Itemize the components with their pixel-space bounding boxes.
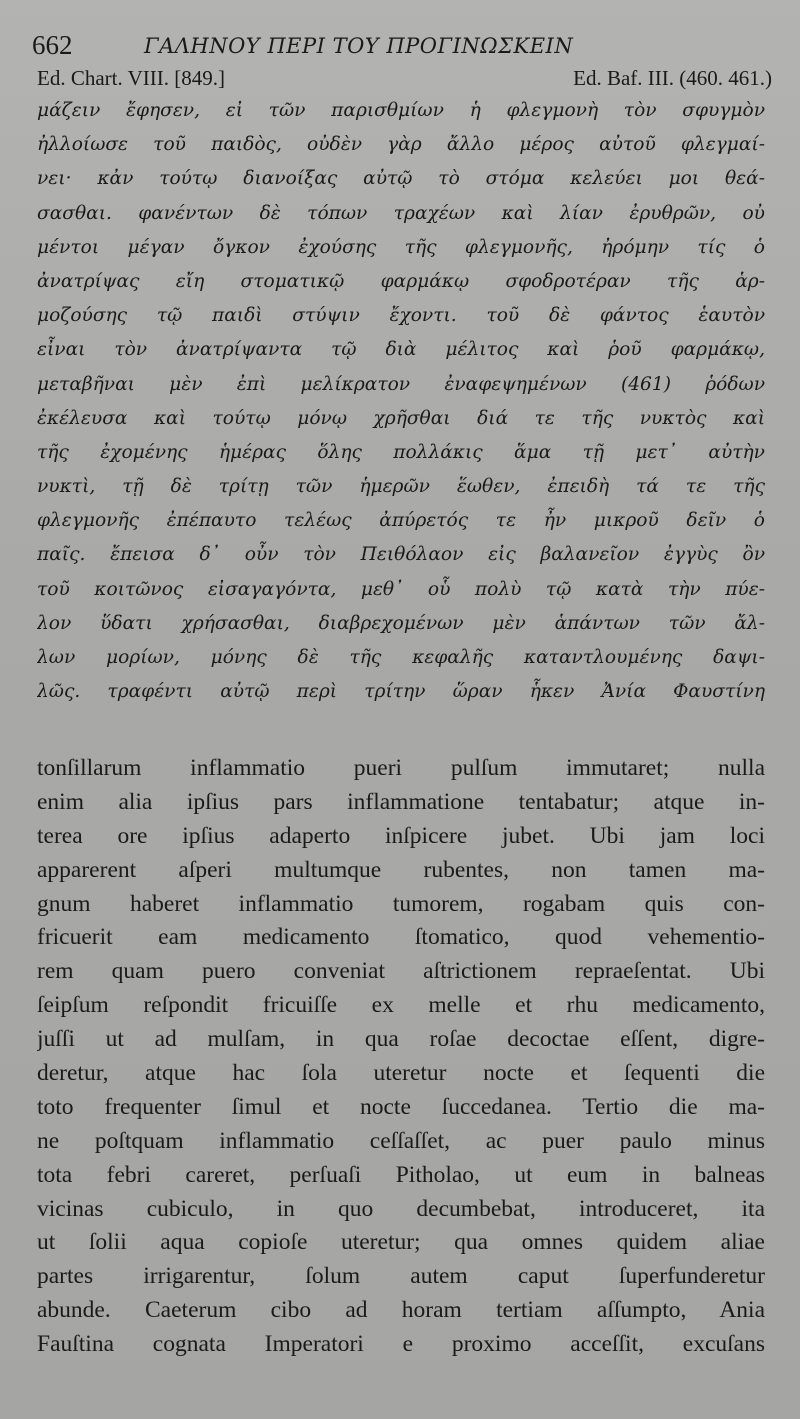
greek-text-line: μεταβῆναι μὲν ἐπὶ μελίκρατον ἐναφεψημένων (461) ῥόδων	[37, 373, 765, 395]
page-number: 662	[32, 30, 73, 60]
greek-text-line: νυκτὶ, τῇ δὲ τρίτῃ τῶν ἡμερῶν ἕωθεν, ἐπειδὴ τά τε τῆς	[37, 476, 765, 498]
latin-text-line: partes irrigarentur, ſolum autem caput ſuperfunderetur	[37, 1263, 765, 1290]
latin-text-line: enim alia ipſius pars inflammatione tentabatur; atque in-	[37, 788, 765, 815]
latin-text-line: gnum haberet inflammatio tumorem, rogabam quis con-	[37, 890, 765, 917]
latin-text-line: juſſi ut ad mulſam, in qua roſae decoctae eſſent, digre-	[37, 1026, 765, 1053]
greek-text-line: ἀνατρίψας εἴη στοματικῷ φαρμάκῳ σφοδροτέραν τῆς ἁρ-	[37, 270, 765, 292]
latin-text-line: tota febri careret, perſuaſi Pitholao, ut eum in balneas	[37, 1161, 765, 1188]
latin-text-line: ut ſolii aqua copioſe uteretur; qua omnes quidem aliae	[37, 1229, 765, 1256]
greek-text-line: φλεγμονῆς ἐπέπαυτο τελέως ἀπύρετός τε ἦν μικροῦ δεῖν ὁ	[37, 510, 765, 532]
greek-text-line: λῶς. τραφέντι αὐτῷ περὶ τρίτην ὥραν ἧκεν Ἀνία Φαυστίνη	[37, 681, 765, 703]
latin-text-line: apparerent aſperi multumque rubentes, non tamen ma-	[37, 856, 765, 883]
running-title: ΓΑΛΗΝΟΥ ΠΕΡΙ ΤΟΥ ΠΡΟΓΙΝΩΣΚΕΙΝ	[144, 34, 574, 58]
greek-text-line: μοζούσης τῷ παιδὶ στύψιν ἔχοντι. τοῦ δὲ φάντος ἑαυτὸν	[37, 305, 765, 327]
latin-text-line: vicinas cubiculo, in quo decumbebat, introduceret, ita	[37, 1195, 765, 1222]
greek-text-line: λον ὕδατι χρήσασθαι, διαβρεχομένων μὲν ἁπάντων τῶν ἄλ-	[37, 612, 765, 634]
latin-text-line: Fauſtina cognata Imperatori e proximo acceſſit, excuſans	[37, 1331, 765, 1358]
greek-text-line: λων μορίων, μόνης δὲ τῆς κεφαλῆς καταντλουμένης δαψι-	[37, 647, 765, 668]
greek-text-line: τοῦ κοιτῶνος εἰσαγαγόντα, μεθ᾽ οὗ πολὺ τῷ κατὰ τὴν πύε-	[37, 578, 765, 600]
latin-text-line: terea ore ipſius adaperto inſpicere jubet. Ubi jam loci	[37, 822, 765, 849]
greek-text-line: νει· κἀν τούτῳ διανοίξας αὐτῷ τὸ στόμα κελεύει μοι θεά-	[37, 168, 765, 190]
latin-text-line: ne poſtquam inflammatio ceſſaſſet, ac puer paulo minus	[37, 1127, 765, 1154]
latin-text-line: fricuerit eam medicamento ſtomatico, quod vehementio-	[37, 924, 765, 951]
latin-text-line: tonſillarum inflammatio pueri pulſum immutaret; nulla	[37, 755, 765, 781]
latin-text-line: rem quam puero conveniat aſtrictionem repraeſentat. Ubi	[37, 958, 765, 985]
greek-text-line: μέντοι μέγαν ὄγκον ἐχούσης τῆς φλεγμονῆς, ἠρόμην τίς ὁ	[37, 236, 765, 258]
greek-text-line: τῆς ἐχομένης ἡμέρας ὅλης πολλάκις ἅμα τῇ μετ᾽ αὐτὴν	[37, 441, 765, 463]
latin-text-line: toto frequenter ſimul et nocte ſuccedanea. Tertio die ma-	[37, 1093, 765, 1120]
latin-text-line: ſeipſum reſpondit fricuiſſe ex melle et rhu medicamento,	[37, 992, 765, 1019]
greek-text-line: παῖς. ἔπεισα δ᾽ οὖν τὸν Πειθόλαον εἰς βαλανεῖον ἐγγὺς ὂν	[37, 544, 765, 566]
latin-text-line: deretur, atque hac ſola uteretur nocte et ſequenti die	[37, 1060, 765, 1087]
page-header	[32, 30, 772, 66]
greek-text-line: εἶναι τὸν ἀνατρίψαντα τῷ διὰ μέλιτος καὶ ῥοῦ φαρμάκῳ,	[37, 339, 765, 361]
greek-text-line: ἠλλοίωσε τοῦ παιδὸς, οὐδὲν γὰρ ἄλλο μέρος αὐτοῦ φλεγμαί-	[37, 134, 765, 156]
greek-text-block	[37, 94, 765, 709]
edition-basel-reference: Ed. Baf. III. (460. 461.)	[573, 66, 772, 90]
greek-text-line: μάζειν ἔφησεν, εἰ τῶν παρισθμίων ἡ φλεγμονὴ τὸν σφυγμὸν	[37, 100, 765, 121]
edition-references	[37, 66, 772, 92]
greek-text-line: ἐκέλευσα καὶ τούτῳ μόνῳ χρῆσθαι διά τε τῆς νυκτὸς καὶ	[37, 407, 765, 429]
latin-text-line: abunde. Caeterum cibo ad horam tertiam aſſumpto, Ania	[37, 1297, 765, 1324]
edition-chart-reference: Ed. Chart. VIII. [849.]	[37, 66, 225, 90]
latin-text-block	[37, 752, 765, 1362]
greek-text-line: σασθαι. φανέντων δὲ τόπων τραχέων καὶ λίαν ἐρυθρῶν, οὐ	[37, 202, 765, 224]
